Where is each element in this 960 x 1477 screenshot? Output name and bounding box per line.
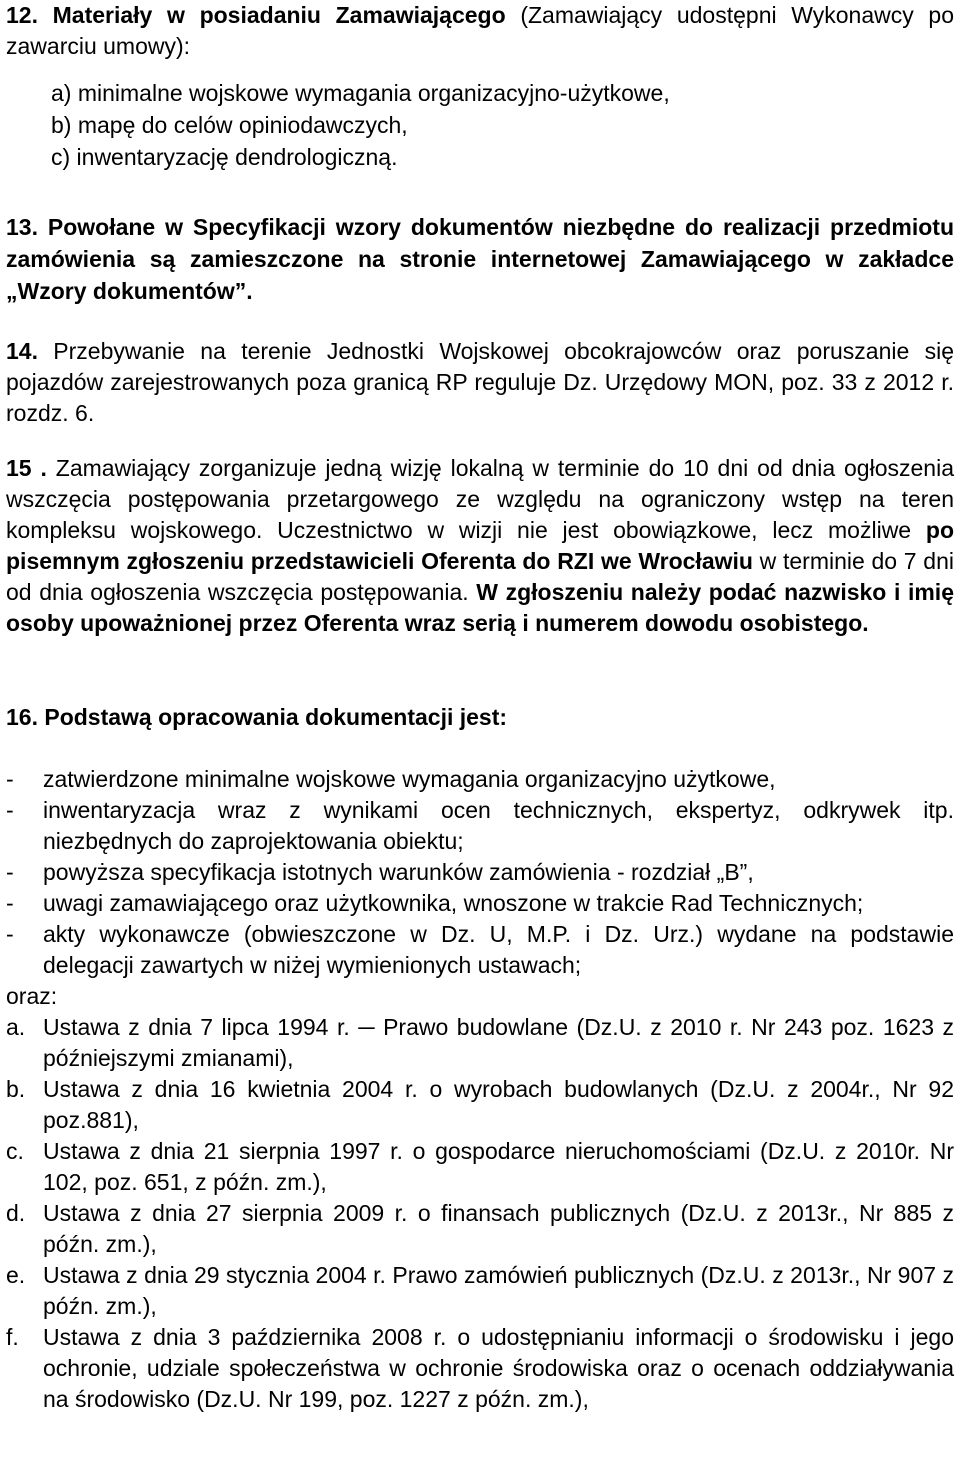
list-item-text: Ustawa z dnia 7 lipca 1994 r. ─ Prawo budowlane (Dz.U. z 2010 r. Nr 243 poz. 1623 z późniejszymi zmianami),	[43, 1014, 954, 1071]
section-15-text-2: w terminie do 7 dni od dnia ogłoszenia wszczęcia postępowania.	[6, 548, 954, 605]
dash-marker: -	[6, 859, 14, 885]
list-item-text: Ustawa z dnia 3 października 2008 r. o udostępnianiu informacji o środowisku i jego ochronie, udziale społeczeństwa w ochronie środowiska oraz o ocenach oddziaływania na środowisko (Dz.U. Nr 199, poz. 1227 z późn. zm.),	[43, 1324, 954, 1412]
basis-list	[6, 764, 954, 1415]
list-item	[6, 764, 954, 795]
list-item-text: powyższa specyfikacja istotnych warunków zamówienia - rozdział „B”,	[43, 859, 754, 885]
list-item	[6, 888, 954, 919]
list-item-text: zatwierdzone minimalne wojskowe wymagania organizacyjno użytkowe,	[43, 766, 776, 792]
section-16-heading	[6, 702, 954, 733]
letter-marker: c.	[6, 1138, 24, 1164]
list-item-text: Ustawa z dnia 29 stycznia 2004 r. Prawo zamówień publicznych (Dz.U. z 2013r., Nr 907 z późn. zm.),	[43, 1262, 954, 1319]
section-15	[6, 453, 954, 639]
list-item	[6, 1322, 954, 1415]
dash-marker: -	[6, 890, 14, 916]
letter-marker: d.	[6, 1200, 26, 1226]
list-item-text: inwentaryzacja wraz z wynikami ocen technicznych, ekspertyz, odkrywek itp. niezbędnych do zaprojektowania obiektu;	[43, 797, 954, 854]
materials-list	[51, 77, 954, 173]
laws-list	[6, 1012, 954, 1415]
oraz-label: oraz:	[6, 983, 58, 1009]
dash-marker: -	[6, 921, 14, 947]
section-12-title: 12. Materiały w posiadaniu Zamawiającego	[6, 2, 506, 28]
letter-marker: e.	[6, 1262, 26, 1288]
list-item	[6, 919, 954, 981]
list-item	[6, 1012, 954, 1074]
list-item-text: Ustawa z dnia 21 sierpnia 1997 r. o gospodarce nieruchomościami (Dz.U. z 2010r. Nr 102, poz. 651, z późn. zm.),	[43, 1138, 954, 1195]
letter-marker: b.	[6, 1076, 26, 1102]
list-item	[6, 1260, 954, 1322]
list-item-text: akty wykonawcze (obwieszczone w Dz. U, M.P. i Dz. Urz.) wydane na podstawie delegacji zawartych w niżej wymienionych ustawach;	[43, 921, 954, 978]
list-item-text: Ustawa z dnia 27 sierpnia 2009 r. o finansach publicznych (Dz.U. z 2013r., Nr 885 z późn. zm.),	[43, 1200, 954, 1257]
letter-marker: f.	[6, 1324, 19, 1350]
list-item: a) minimalne wojskowe wymagania organizacyjno-użytkowe,	[51, 80, 670, 106]
section-13: 13. Powołane w Specyfikacji wzory dokumentów niezbędne do realizacji przedmiotu zamówienia są zamieszczone na stronie internetowej Zamawiającego w zakładce „Wzory dokumentów”.	[6, 214, 954, 304]
dash-marker: -	[6, 766, 14, 792]
section-14-text: Przebywanie na terenie Jednostki Wojskowej obcokrajowców oraz poruszanie się pojazdów zarejestrowanych poza granicą RP reguluje Dz. Urzędowy MON, poz. 33 z 2012 r. rozdz. 6.	[6, 338, 954, 426]
section-16-title: 16. Podstawą opracowania dokumentacji jest:	[6, 704, 508, 730]
section-15-bold-2: W zgłoszeniu należy podać nazwisko i imię osoby upoważnionej przez Oferenta wraz serią i numerem dowodu osobistego.	[6, 579, 954, 636]
section-12-heading	[6, 0, 954, 62]
section-12	[6, 0, 954, 173]
section-15-bold-1: po pisemnym zgłoszeniu przedstawicieli Oferenta do RZI we Wrocławiu	[6, 517, 954, 574]
list-item: c) inwentaryzację dendrologiczną.	[51, 144, 398, 170]
section-15-number: 15 .	[6, 455, 47, 481]
section-14-number: 14.	[6, 338, 38, 364]
letter-marker: a.	[6, 1014, 26, 1040]
section-15-text-1: Zamawiający zorganizuje jedną wizję lokalną w terminie do 10 dni od dnia ogłoszenia wszczęcia postępowania przetargowego ze względu na ograniczony wstęp na teren kompleksu wojskowego. Uczestnictwo w wizji nie jest obowiązkowe, lecz możliwe	[6, 455, 954, 543]
list-item	[6, 1198, 954, 1260]
list-item	[6, 857, 954, 888]
section-14	[6, 336, 954, 429]
list-item	[6, 1074, 954, 1136]
list-item	[6, 1136, 954, 1198]
section-12-title-rest: (Zamawiający udostępni Wykonawcy po zawarciu umowy):	[6, 2, 954, 59]
list-item: b) mapę do celów opiniodawczych,	[51, 112, 408, 138]
dash-marker: -	[6, 797, 14, 823]
list-item-text: uwagi zamawiającego oraz użytkownika, wnoszone w trakcie Rad Technicznych;	[43, 890, 864, 916]
list-item-text: Ustawa z dnia 16 kwietnia 2004 r. o wyrobach budowlanych (Dz.U. z 2004r., Nr 92 poz.881),	[43, 1076, 954, 1133]
list-item	[6, 795, 954, 857]
